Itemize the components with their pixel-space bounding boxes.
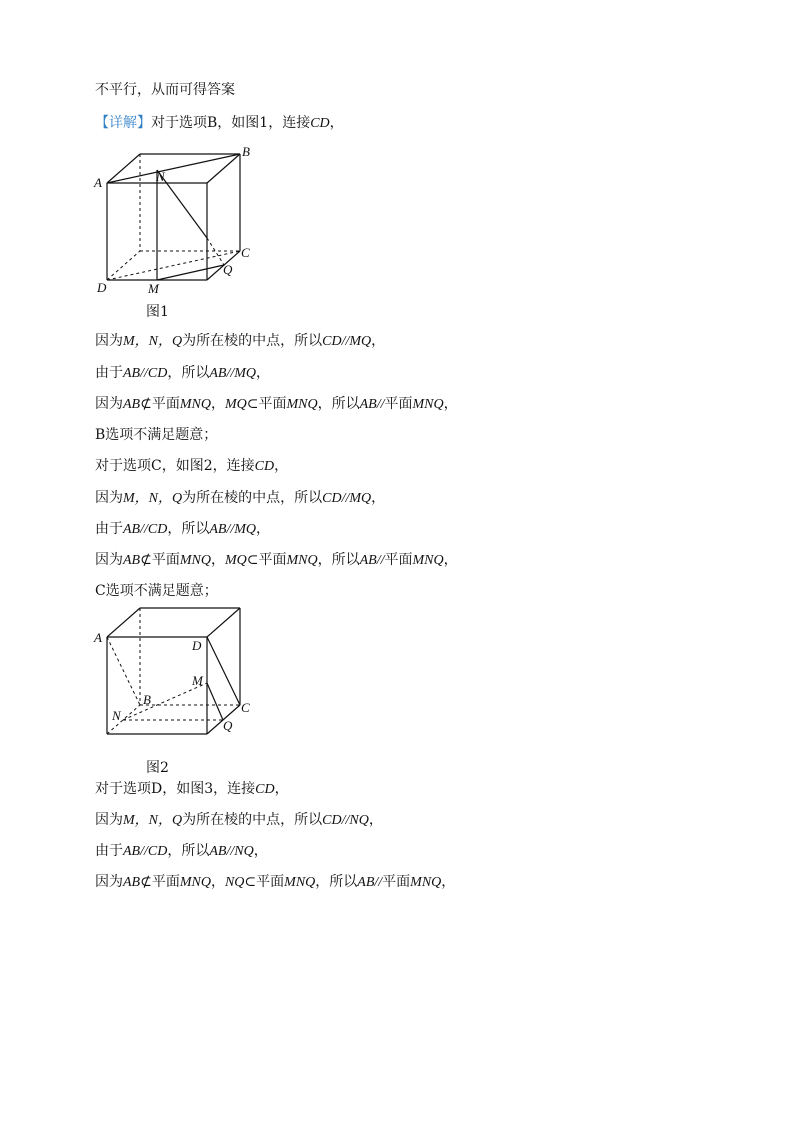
because-text: 因为 [95, 874, 123, 890]
text-line-4 [95, 364, 270, 383]
ab-parallel: AB// [357, 875, 383, 890]
option-d-intro: 对于选项D，如图3，连接 [95, 781, 256, 797]
plane-text: 平面 [384, 396, 413, 412]
cd-label: CD [310, 116, 330, 131]
because-text: 因为 [95, 396, 123, 412]
comma: ， [329, 115, 344, 131]
comma: ， [274, 781, 289, 797]
fig2-label-n: N [112, 708, 121, 723]
text-line-16 [95, 873, 455, 892]
because-text: 因为 [95, 333, 123, 349]
ab-label: AB [123, 397, 141, 412]
so-text: ，所以 [167, 843, 210, 859]
text-line-0 [95, 81, 235, 99]
fig1-label-b: B [242, 144, 250, 159]
midpoint-text: 为所在棱的中点，所以 [182, 812, 323, 828]
ab-parallel-cd: AB//CD [123, 366, 168, 381]
plane-text: 平面 [382, 874, 411, 890]
figure-2-caption: 图2 [146, 760, 169, 776]
comma: ， [256, 521, 270, 537]
text-line-15 [95, 842, 268, 861]
ab-parallel-mq: AB//MQ [209, 522, 256, 537]
mnq-label: MNQ [412, 553, 444, 568]
ab-parallel: AB// [359, 397, 385, 412]
plane-text: 平面 [256, 874, 285, 890]
comma: ， [371, 333, 386, 349]
comma: ， [368, 812, 383, 828]
subset-symbol: ⊂ [246, 396, 259, 412]
nq-label: NQ [224, 875, 245, 890]
not-subset-symbol: ⊄ [140, 396, 152, 412]
mnq-list: M，N，Q [123, 813, 183, 828]
comma: ， [210, 396, 225, 412]
so-text: ，所以 [167, 365, 210, 381]
cd-parallel-mq: CD//MQ [322, 491, 372, 506]
plane-text: 平面 [151, 874, 180, 890]
comma: ， [371, 490, 386, 506]
comma: ， [256, 365, 270, 381]
mnq-label: MNQ [284, 875, 316, 890]
mnq-list: M，N，Q [123, 491, 183, 506]
so-text: ，所以 [317, 552, 360, 568]
ab-label: AB [123, 875, 141, 890]
text-line-5 [95, 395, 458, 414]
text-line-13 [95, 780, 289, 799]
comma: ， [443, 396, 458, 412]
fig2-edge [107, 608, 140, 637]
because-text: 因为 [95, 490, 123, 506]
plane-text: 平面 [258, 552, 287, 568]
ab-parallel-cd: AB//CD [123, 844, 168, 859]
plane-text: 平面 [151, 396, 180, 412]
comma: ， [443, 552, 458, 568]
fig1-segment-ab [107, 154, 240, 183]
fig1-label-c: C [241, 245, 250, 260]
mnq-label: MNQ [286, 553, 318, 568]
fig2-label-q: Q [223, 718, 233, 733]
figure-1 [90, 140, 270, 320]
fig2-segment-nm [123, 683, 207, 720]
text-line-14 [95, 811, 383, 830]
figure-1-caption: 图1 [146, 304, 169, 320]
text-line-10 [95, 551, 458, 570]
fig2-label-a: A [94, 630, 102, 645]
mnq-label: MNQ [179, 553, 211, 568]
ab-parallel-cd: AB//CD [123, 522, 168, 537]
comma: ， [274, 458, 289, 474]
text-line-6 [95, 426, 217, 444]
fig1-label-q: Q [223, 262, 233, 277]
cd-label: CD [254, 459, 275, 474]
so-text: ，所以 [167, 521, 210, 537]
ab-parallel: AB// [359, 553, 385, 568]
fig1-hidden-nq [207, 238, 224, 265]
mnq-label: MNQ [412, 397, 444, 412]
cd-parallel-nq: CD//NQ [322, 813, 369, 828]
fig2-edge [207, 608, 240, 637]
not-subset-symbol: ⊄ [140, 552, 152, 568]
fig2-label-c: C [241, 700, 250, 715]
text-line-9 [95, 520, 270, 539]
cd-parallel-mq: CD//MQ [322, 334, 372, 349]
since-text: 由于 [95, 365, 123, 381]
line-0-text: 不平行，从而可得答案 [95, 82, 235, 98]
fig1-hidden-edge [107, 251, 140, 280]
plane-text: 平面 [151, 552, 180, 568]
fig2-segment-mq [207, 683, 223, 720]
figure-2-cube [90, 600, 270, 750]
fig1-label-n: N [156, 169, 165, 184]
plane-text: 平面 [384, 552, 413, 568]
so-text: ，所以 [317, 396, 360, 412]
because-text: 因为 [95, 812, 123, 828]
option-c-conclusion: C选项不满足题意； [95, 583, 218, 599]
plane-text: 平面 [258, 396, 287, 412]
comma: ， [253, 843, 268, 859]
since-text: 由于 [95, 521, 123, 537]
fig1-label-m: M [148, 281, 159, 296]
so-text: ，所以 [315, 874, 358, 890]
mnq-label: MNQ [286, 397, 318, 412]
because-text: 因为 [95, 552, 123, 568]
mnq-label: MNQ [410, 875, 442, 890]
fig2-label-d: D [192, 638, 202, 653]
figure-1-cube [90, 140, 270, 320]
mnq-list: M，N，Q [123, 334, 183, 349]
fig1-label-d: D [97, 280, 107, 295]
fig1-edge [107, 154, 140, 183]
comma: ， [210, 874, 225, 890]
mnq-label: MNQ [179, 397, 211, 412]
midpoint-text: 为所在棱的中点，所以 [182, 490, 323, 506]
subset-symbol: ⊂ [244, 874, 257, 890]
text-line-1 [95, 114, 344, 133]
ab-parallel-mq: AB//MQ [209, 366, 256, 381]
line-1-text: 对于选项B，如图1，连接 [151, 115, 311, 131]
not-subset-symbol: ⊄ [140, 874, 152, 890]
since-text: 由于 [95, 843, 123, 859]
figure-2 [90, 600, 270, 750]
fig2-label-m: M [192, 673, 203, 688]
option-c-intro: 对于选项C，如图2，连接 [95, 458, 255, 474]
comma: ， [210, 552, 225, 568]
ab-parallel-nq: AB//NQ [209, 844, 254, 859]
midpoint-text: 为所在棱的中点，所以 [182, 333, 323, 349]
subset-symbol: ⊂ [246, 552, 259, 568]
text-line-8 [95, 489, 385, 508]
fig1-label-a: A [94, 175, 102, 190]
mnq-label: MNQ [179, 875, 211, 890]
text-line-7 [95, 457, 288, 476]
mq-label: MQ [224, 397, 247, 412]
fig2-label-b: B [143, 692, 151, 707]
fig2-segment-ab [107, 637, 140, 705]
ab-label: AB [123, 553, 141, 568]
fig1-edge [207, 154, 240, 183]
comma: ， [441, 874, 456, 890]
option-b-conclusion: B选项不满足题意； [95, 427, 218, 443]
text-line-3 [95, 332, 385, 351]
mq-label: MQ [224, 553, 247, 568]
cd-label: CD [255, 782, 275, 797]
text-line-12 [95, 582, 218, 600]
detail-tag: 【详解】 [95, 115, 151, 131]
